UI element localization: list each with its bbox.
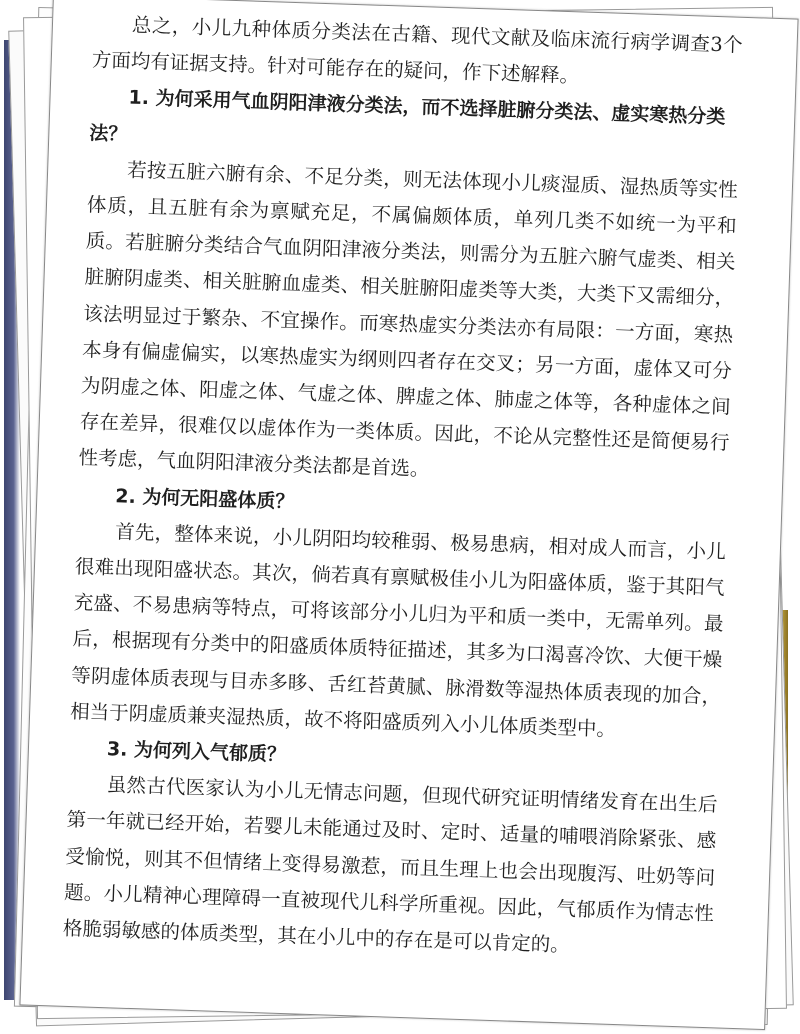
paragraph-section-1: 若按五脏六腑有余、不足分类，则无法体现小儿痰湿质、湿热质等实性体质，且五脏有余为禀赋充足，不属偏颇体质，单列几类不如统一为平和质。若脏腑分类结合气血阴阳津液分类法，则需分为五脏六腑气虚类、相关脏腑阴虚类、相关脏腑血虚类、相关脏腑阳虚类等大类，大类下又需细分，该法明显过于繁杂、不宜操作。而寒热虚实分类法亦有局限：一方面，寒热本身有偏虚偏实，以寒热虚实为纲则四者存在交叉；另一方面，虚体又可分为阴虚之体、阳虚之体、气虚之体、脾虚之体、肺虚之体等，各种虚体之间存在差异，很难仅以虚体作为一类体质。因此，不论从完整性还是简便易行性考虑，气血阴阳津液分类法都是首选。 <box>78 158 739 482</box>
paragraph-summary: 总之，小儿九种体质分类法在古籍、现代文献及临床流行病学调查3个方面均有证据支持。针对可能存在的疑问，作下述解释。 <box>91 13 744 88</box>
section-heading-1: 1. 为何采用气血阴阳津液分类法，而不选择脏腑分类法、虚实寒热分类法？ <box>89 86 726 146</box>
section-heading-3: 3. 为何列入气郁质？ <box>106 738 287 767</box>
page-content <box>62 6 743 968</box>
paragraph-section-3: 虽然古代医家认为小儿无情志问题，但现代研究证明情绪发育在出生后第一年就已经开始，若婴儿未能通过及时、定时、适量的哺喂消除紧张、感受愉悦，则其不但情绪上变得易激惹，而且生理上也会出现腹泻、吐奶等问题。小儿精神心理障碍一直被现代儿科学所重视。因此，气郁质作为情志性格脆弱敏感的体质类型，其在小儿中的存在是可以肯定的。 <box>62 773 718 957</box>
section-heading-2: 2. 为何无阳盛体质？ <box>115 484 295 513</box>
paragraph-section-2: 首先，整体来说，小儿阴阳均较稚弱、极易患病，相对成人而言，小儿很难出现阳盛状态。其次，倘若真有禀赋极佳小儿为阳盛体质，鉴于其阳气充盛、不易患病等特点，可将该部分小儿归为平和质一类中，无需单列。最后，根据现有分类中的阳盛质体质特征描述，其多为口渴喜冷饮、大便干燥等阴虚体质表现与目赤多眵、舌红苔黄腻、脉滑数等湿热体质表现的加合，相当于阴虚质兼夹湿热质，故不将阳盛质列入小儿体质类型中。 <box>69 520 727 741</box>
document-page <box>19 0 798 1030</box>
